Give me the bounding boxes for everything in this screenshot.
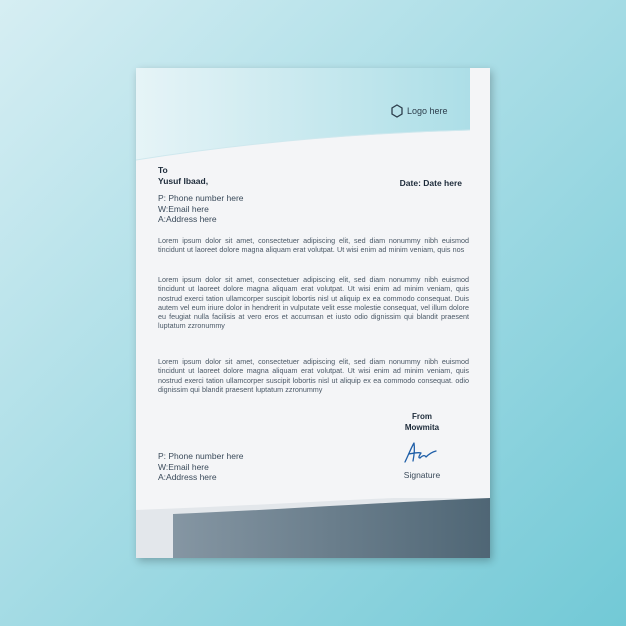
recipient-name: Yusuf Ibaad,	[158, 176, 209, 186]
date-label: Date: Date here	[399, 178, 462, 188]
letterhead-sheet	[136, 68, 490, 558]
email-line: W:Email here	[158, 203, 209, 214]
phone-line: P: Phone number here	[158, 451, 244, 461]
signature-scribble	[402, 440, 442, 466]
hexagon-logo-icon	[391, 104, 403, 118]
sender-name: Mowmita	[404, 422, 440, 432]
footer-wave	[136, 498, 490, 558]
phone-line: P: Phone number here	[158, 193, 244, 203]
body-paragraph-1: Lorem ipsum dolor sit amet, consectetuer adipiscing elit, sed diam nonummy nibh euismod tincidunt ut laoreet dolore magna aliquam erat volutpat. Ut wisi enim ad minim veniam, quis nos	[158, 236, 469, 255]
header-wave	[136, 68, 490, 168]
to-label: To	[158, 165, 168, 175]
address-line: A:Address here	[158, 472, 217, 482]
email-line: W:Email here	[158, 461, 209, 472]
address-line: A:Address here	[158, 214, 217, 224]
from-label: From	[412, 412, 432, 421]
recipient-block	[158, 165, 208, 187]
body-paragraph-2: Lorem ipsum dolor sit amet, consectetuer adipiscing elit, sed diam nonummy nibh euismod tincidunt ut laoreet dolore magna aliquam erat volutpat. Ut wisi enim ad minim veniam, quis nostrud exerci tation ullamcorper suscipit lobortis nisl ut aliquip ex ea commodo consequat. Duis autem vel eum iriure dolor in hendrerit in vulputate velit esse molestie consequat, vel illum dolore eu feugiat nulla facilisis at vero eros et accumsan et iusto odio dignissim qui blandit praesent luptatum zzronummy	[158, 275, 469, 331]
sender-block	[394, 412, 450, 433]
body-paragraph-3: Lorem ipsum dolor sit amet, consectetuer adipiscing elit, sed diam nonummy nibh euismod tincidunt ut laoreet dolore magna aliquam erat volutpat. Ut wisi enim ad minim veniam, quis nostrud exerci tation ullamcorper suscipit lobortis nisl ut aliquip ex ea commodo consequat. odio dignissim qui blandit praesent luptatum zzronummy	[158, 357, 469, 394]
logo	[391, 104, 448, 118]
logo-text: Logo here	[407, 106, 448, 116]
signature-label: Signature	[403, 470, 441, 480]
contact-bottom	[158, 451, 244, 483]
contact-top	[158, 193, 244, 225]
